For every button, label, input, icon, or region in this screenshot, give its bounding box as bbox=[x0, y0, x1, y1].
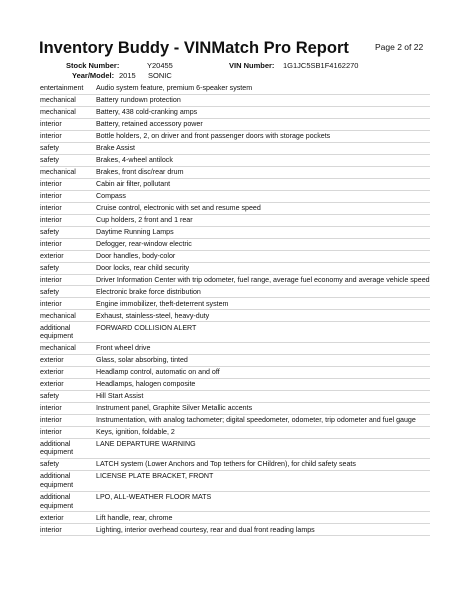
feature-row bbox=[40, 179, 430, 191]
vin-label: VIN Number: bbox=[229, 61, 275, 70]
feature-category: interior bbox=[40, 132, 62, 141]
feature-category: interior bbox=[40, 120, 62, 129]
feature-description: Lift handle, rear, chrome bbox=[96, 513, 173, 522]
feature-description: Daytime Running Lamps bbox=[96, 227, 174, 236]
feature-description: Instrumentation, with analog tachometer; digital speedometer, odometer, trip odometer and fuel gauge bbox=[96, 415, 416, 424]
feature-row bbox=[40, 310, 430, 322]
stock-number-value: Y20455 bbox=[147, 61, 173, 70]
feature-description: Exhaust, stainless-steel, heavy-duty bbox=[96, 311, 210, 320]
feature-row bbox=[40, 343, 430, 355]
feature-description: Glass, solar absorbing, tinted bbox=[96, 356, 188, 365]
feature-row bbox=[40, 107, 430, 119]
page-number: Page 2 of 22 bbox=[375, 42, 424, 52]
feature-row bbox=[40, 512, 430, 524]
feature-category: safety bbox=[40, 227, 59, 236]
feature-row bbox=[40, 524, 430, 536]
feature-category: interior bbox=[40, 299, 62, 308]
feature-description: Front wheel drive bbox=[96, 344, 151, 353]
feature-description: Bottle holders, 2, on driver and front passenger doors with storage pockets bbox=[96, 132, 331, 141]
feature-description: Cruise control, electronic with set and resume speed bbox=[96, 203, 261, 212]
feature-category: exterior bbox=[40, 513, 64, 522]
feature-category: additional equipment bbox=[40, 472, 74, 489]
feature-category: additional equipment bbox=[40, 323, 74, 341]
feature-description: Battery, retained accessory power bbox=[96, 120, 203, 129]
feature-row bbox=[40, 215, 430, 227]
feature-description: Audio system feature, premium 6-speaker system bbox=[96, 84, 253, 93]
feature-row bbox=[40, 119, 430, 131]
feature-category: interior bbox=[40, 525, 62, 534]
feature-category: safety bbox=[40, 263, 59, 272]
feature-row bbox=[40, 83, 430, 95]
feature-row bbox=[40, 143, 430, 155]
feature-description: Keys, ignition, foldable, 2 bbox=[96, 427, 175, 436]
feature-category: mechanical bbox=[40, 96, 76, 105]
feature-description: Headlamp control, automatic on and off bbox=[96, 368, 220, 377]
model-value: SONIC bbox=[148, 71, 172, 80]
feature-row bbox=[40, 298, 430, 310]
feature-category: interior bbox=[40, 203, 62, 212]
feature-row bbox=[40, 403, 430, 415]
feature-row bbox=[40, 459, 430, 471]
feature-category: interior bbox=[40, 191, 62, 200]
feature-description: LANE DEPARTURE WARNING bbox=[96, 439, 196, 448]
feature-category: mechanical bbox=[40, 167, 76, 176]
feature-row bbox=[40, 95, 430, 107]
feature-description: LATCH system (Lower Anchors and Top tethers for CHildren), for child safety seats bbox=[96, 460, 356, 469]
feature-row bbox=[40, 227, 430, 239]
feature-description: Driver Information Center with trip odometer, fuel range, average fuel economy and average vehicle speed bbox=[96, 275, 430, 284]
feature-description: LICENSE PLATE BRACKET, FRONT bbox=[96, 472, 214, 481]
feature-category: mechanical bbox=[40, 108, 76, 117]
feature-description: Electronic brake force distribution bbox=[96, 287, 201, 296]
feature-description: Cup holders, 2 front and 1 rear bbox=[96, 215, 193, 224]
feature-row bbox=[40, 355, 430, 367]
feature-description: Battery, 438 cold-cranking amps bbox=[96, 108, 198, 117]
feature-row bbox=[40, 391, 430, 403]
feature-description: Brakes, 4-wheel antilock bbox=[96, 156, 173, 164]
feature-description: Door handles, body-color bbox=[96, 251, 176, 260]
feature-description: Headlamps, halogen composite bbox=[96, 380, 196, 389]
feature-category: mechanical bbox=[40, 344, 76, 353]
feature-description: Cabin air filter, pollutant bbox=[96, 179, 171, 188]
feature-row bbox=[40, 203, 430, 215]
feature-description: Defogger, rear-window electric bbox=[96, 239, 192, 248]
year-model-label: Year/Model: bbox=[72, 71, 115, 80]
feature-category: interior bbox=[40, 415, 62, 424]
feature-row bbox=[40, 191, 430, 203]
feature-row bbox=[40, 167, 430, 179]
feature-category: safety bbox=[40, 392, 59, 400]
feature-description: Hill Start Assist bbox=[96, 392, 144, 400]
report-title: Inventory Buddy - VINMatch Pro Report bbox=[39, 39, 349, 57]
feature-category: interior bbox=[40, 275, 62, 284]
feature-description: Compass bbox=[96, 191, 126, 200]
feature-row bbox=[40, 471, 430, 492]
feature-category: safety bbox=[40, 156, 59, 164]
feature-category: interior bbox=[40, 239, 62, 248]
feature-list bbox=[40, 83, 430, 536]
feature-description: Lighting, interior overhead courtesy, rear and dual front reading lamps bbox=[96, 525, 315, 534]
feature-description: Battery rundown protection bbox=[96, 96, 181, 105]
feature-row bbox=[40, 379, 430, 391]
feature-description: Door locks, rear child security bbox=[96, 263, 190, 272]
feature-row bbox=[40, 239, 430, 251]
feature-row bbox=[40, 251, 430, 263]
feature-description: LPO, ALL-WEATHER FLOOR MATS bbox=[96, 492, 212, 501]
feature-category: interior bbox=[40, 403, 62, 412]
feature-category: interior bbox=[40, 215, 62, 224]
feature-category: safety bbox=[40, 144, 59, 153]
feature-category: entertainment bbox=[40, 84, 84, 93]
feature-row bbox=[40, 286, 430, 298]
feature-row bbox=[40, 131, 430, 143]
feature-description: FORWARD COLLISION ALERT bbox=[96, 323, 197, 332]
feature-description: Brake Assist bbox=[96, 144, 136, 153]
feature-row bbox=[40, 263, 430, 275]
feature-category: interior bbox=[40, 179, 62, 188]
feature-description: Instrument panel, Graphite Silver Metallic accents bbox=[96, 403, 253, 412]
feature-description: Brakes, front disc/rear drum bbox=[96, 167, 184, 176]
feature-category: exterior bbox=[40, 251, 64, 260]
year-value: 2015 bbox=[119, 71, 136, 80]
vin-value: 1G1JC5SB1F4162270 bbox=[283, 61, 359, 70]
feature-category: interior bbox=[40, 427, 62, 436]
feature-category: exterior bbox=[40, 380, 64, 389]
feature-row bbox=[40, 367, 430, 379]
feature-row bbox=[40, 322, 430, 343]
stock-number-label: Stock Number: bbox=[66, 61, 120, 70]
feature-category: mechanical bbox=[40, 311, 76, 320]
feature-row bbox=[40, 275, 430, 287]
feature-category: additional equipment bbox=[40, 439, 74, 457]
feature-row bbox=[40, 155, 430, 167]
feature-category: safety bbox=[40, 460, 59, 469]
feature-row bbox=[40, 492, 430, 513]
feature-category: additional equipment bbox=[40, 492, 74, 510]
feature-row bbox=[40, 439, 430, 460]
feature-row bbox=[40, 427, 430, 439]
feature-row bbox=[40, 415, 430, 427]
feature-category: exterior bbox=[40, 368, 64, 377]
feature-description: Engine immobilizer, theft-deterrent system bbox=[96, 299, 229, 308]
feature-category: safety bbox=[40, 287, 59, 296]
feature-category: exterior bbox=[40, 356, 64, 365]
